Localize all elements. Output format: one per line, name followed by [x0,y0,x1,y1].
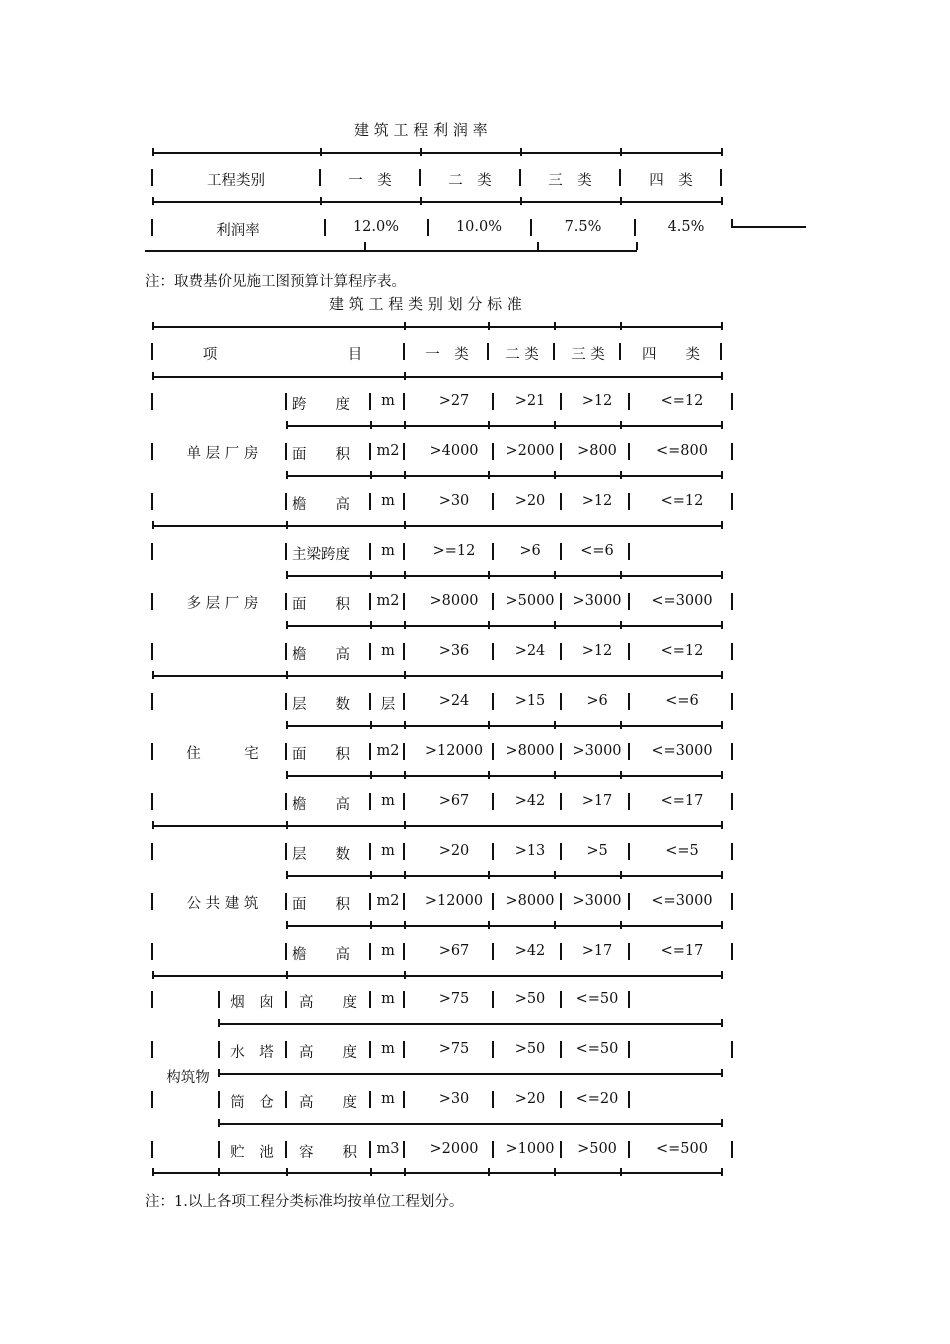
cell-class4: <=12 [660,493,704,509]
profit-header-class2: 二 类 [448,173,492,189]
cell-class3: <=50 [575,991,619,1007]
cell-class1: >8000 [429,593,479,609]
structure-sub: 烟 囱 [230,995,274,1011]
cell-class3: >5 [586,843,608,859]
row-label: 高 度 [299,995,357,1011]
cell-class4: <=17 [660,793,704,809]
cell-class2: >50 [514,1041,546,1057]
row-unit: m [381,843,395,859]
cell-class1: >24 [438,693,470,709]
profit-value-class1: 12.0% [352,219,400,235]
cell-class3: >17 [581,943,613,959]
row-unit: 层 [380,697,396,713]
cell-class3: >12 [581,643,613,659]
cell-class3: >3000 [572,893,622,909]
cell-class4: <=6 [665,693,699,709]
row-unit: m3 [376,1141,400,1157]
cell-class2: >42 [514,943,546,959]
cell-class2: >8000 [505,893,555,909]
cell-class3: >3000 [572,593,622,609]
cell-class2: >8000 [505,743,555,759]
row-label: 容 积 [299,1145,357,1161]
row-label: 高 度 [299,1095,357,1111]
profit-value-class3: 7.5% [564,219,602,235]
cell-class2: >1000 [505,1141,555,1157]
cell-class3: >3000 [572,743,622,759]
row-unit: m [381,1091,395,1107]
profit-row-label: 利润率 [216,223,260,239]
cell-class1: >75 [438,1041,470,1057]
cell-class1: >12000 [424,893,484,909]
cell-class1: >2000 [429,1141,479,1157]
cell-class2: >15 [514,693,546,709]
cell-class3: <=50 [575,1041,619,1057]
cell-class3: >12 [581,493,613,509]
group-name: 多 层 厂 房 [186,596,259,612]
structure-sub: 水 塔 [230,1045,274,1061]
cell-class2: >24 [514,643,546,659]
row-label: 檐 高 [292,797,350,813]
row-label: 面 积 [292,897,350,913]
row-unit: m [381,793,395,809]
cell-class2: >20 [514,493,546,509]
cell-class3: >500 [577,1141,617,1157]
header-class2: 二 类 [505,347,539,363]
class-table-title: 建 筑 工 程 类 别 划 分 标 准 [329,295,522,313]
row-unit: m2 [376,743,400,759]
header-class4: 四 类 [642,347,700,363]
cell-class3: >12 [581,393,613,409]
cell-class1: >12000 [424,743,484,759]
row-label: 面 积 [292,597,350,613]
profit-header-class1: 一 类 [348,173,392,189]
cell-class2: >50 [514,991,546,1007]
cell-class2: >20 [514,1091,546,1107]
row-unit: m [381,543,395,559]
row-label: 檐 高 [292,947,350,963]
profit-header-category: 工程类别 [207,173,265,189]
cell-class4: <=17 [660,943,704,959]
cell-class3: >6 [586,693,608,709]
cell-class2: >2000 [505,443,555,459]
row-label: 檐 高 [292,647,350,663]
cell-class2: >21 [514,393,546,409]
row-label: 面 积 [292,747,350,763]
row-unit: m [381,991,395,1007]
cell-class1: >75 [438,991,470,1007]
cell-class1: >36 [438,643,470,659]
cell-class4: <=3000 [651,593,713,609]
profit-table-title: 建 筑 工 程 利 润 率 [354,121,488,139]
cell-class4: <=500 [656,1141,708,1157]
row-unit: m [381,1041,395,1057]
cell-class4: <=5 [665,843,699,859]
note-classification: 注：1.以上各项工程分类标准均按单位工程划分。 [145,1194,464,1210]
cell-class3: <=6 [580,543,614,559]
cell-class4: <=3000 [651,743,713,759]
row-unit: m [381,943,395,959]
cell-class1: >30 [438,493,470,509]
header-item2: 目 [347,347,363,363]
cell-class2: >5000 [505,593,555,609]
cell-class2: >6 [519,543,541,559]
cell-class1: >30 [438,1091,470,1107]
cell-class4: <=3000 [651,893,713,909]
row-unit: m [381,643,395,659]
row-label: 跨 度 [292,397,350,413]
cell-class4: <=12 [660,393,704,409]
cell-class1: >67 [438,793,470,809]
structure-sub: 贮 池 [230,1145,274,1161]
row-unit: m [381,493,395,509]
cell-class3: <=20 [575,1091,619,1107]
cell-class2: >42 [514,793,546,809]
profit-header-class3: 三 类 [548,173,592,189]
cell-class1: >20 [438,843,470,859]
group-name: 公 共 建 筑 [186,896,259,912]
row-label: 主梁跨度 [292,547,350,563]
row-label: 层 数 [292,697,350,713]
cell-class3: >800 [577,443,617,459]
profit-value-class2: 10.0% [455,219,503,235]
group-name: 住 宅 [186,746,259,762]
cell-class1: >67 [438,943,470,959]
cell-class1: >4000 [429,443,479,459]
profit-header-class4: 四 类 [649,173,693,189]
structure-sub: 筒 仓 [230,1095,274,1111]
row-unit: m2 [376,593,400,609]
cell-class4: <=800 [656,443,708,459]
row-unit: m [381,393,395,409]
row-unit: m2 [376,893,400,909]
cell-class1: >=12 [432,543,476,559]
row-unit: m2 [376,443,400,459]
row-label: 檐 高 [292,497,350,513]
header-item: 项 [202,347,218,363]
profit-value-class4: 4.5% [667,219,705,235]
cell-class2: >13 [514,843,546,859]
header-class1: 一 类 [425,347,469,363]
cell-class1: >27 [438,393,470,409]
structures-name: 构筑物 [166,1070,210,1086]
cell-class3: >17 [581,793,613,809]
group-name: 单 层 厂 房 [186,446,259,462]
cell-class4: <=12 [660,643,704,659]
row-label: 层 数 [292,847,350,863]
note-fee-basis: 注：取费基价见施工图预算计算程序表。 [145,274,406,290]
header-class3: 三 类 [571,347,605,363]
row-label: 面 积 [292,447,350,463]
row-label: 高 度 [299,1045,357,1061]
